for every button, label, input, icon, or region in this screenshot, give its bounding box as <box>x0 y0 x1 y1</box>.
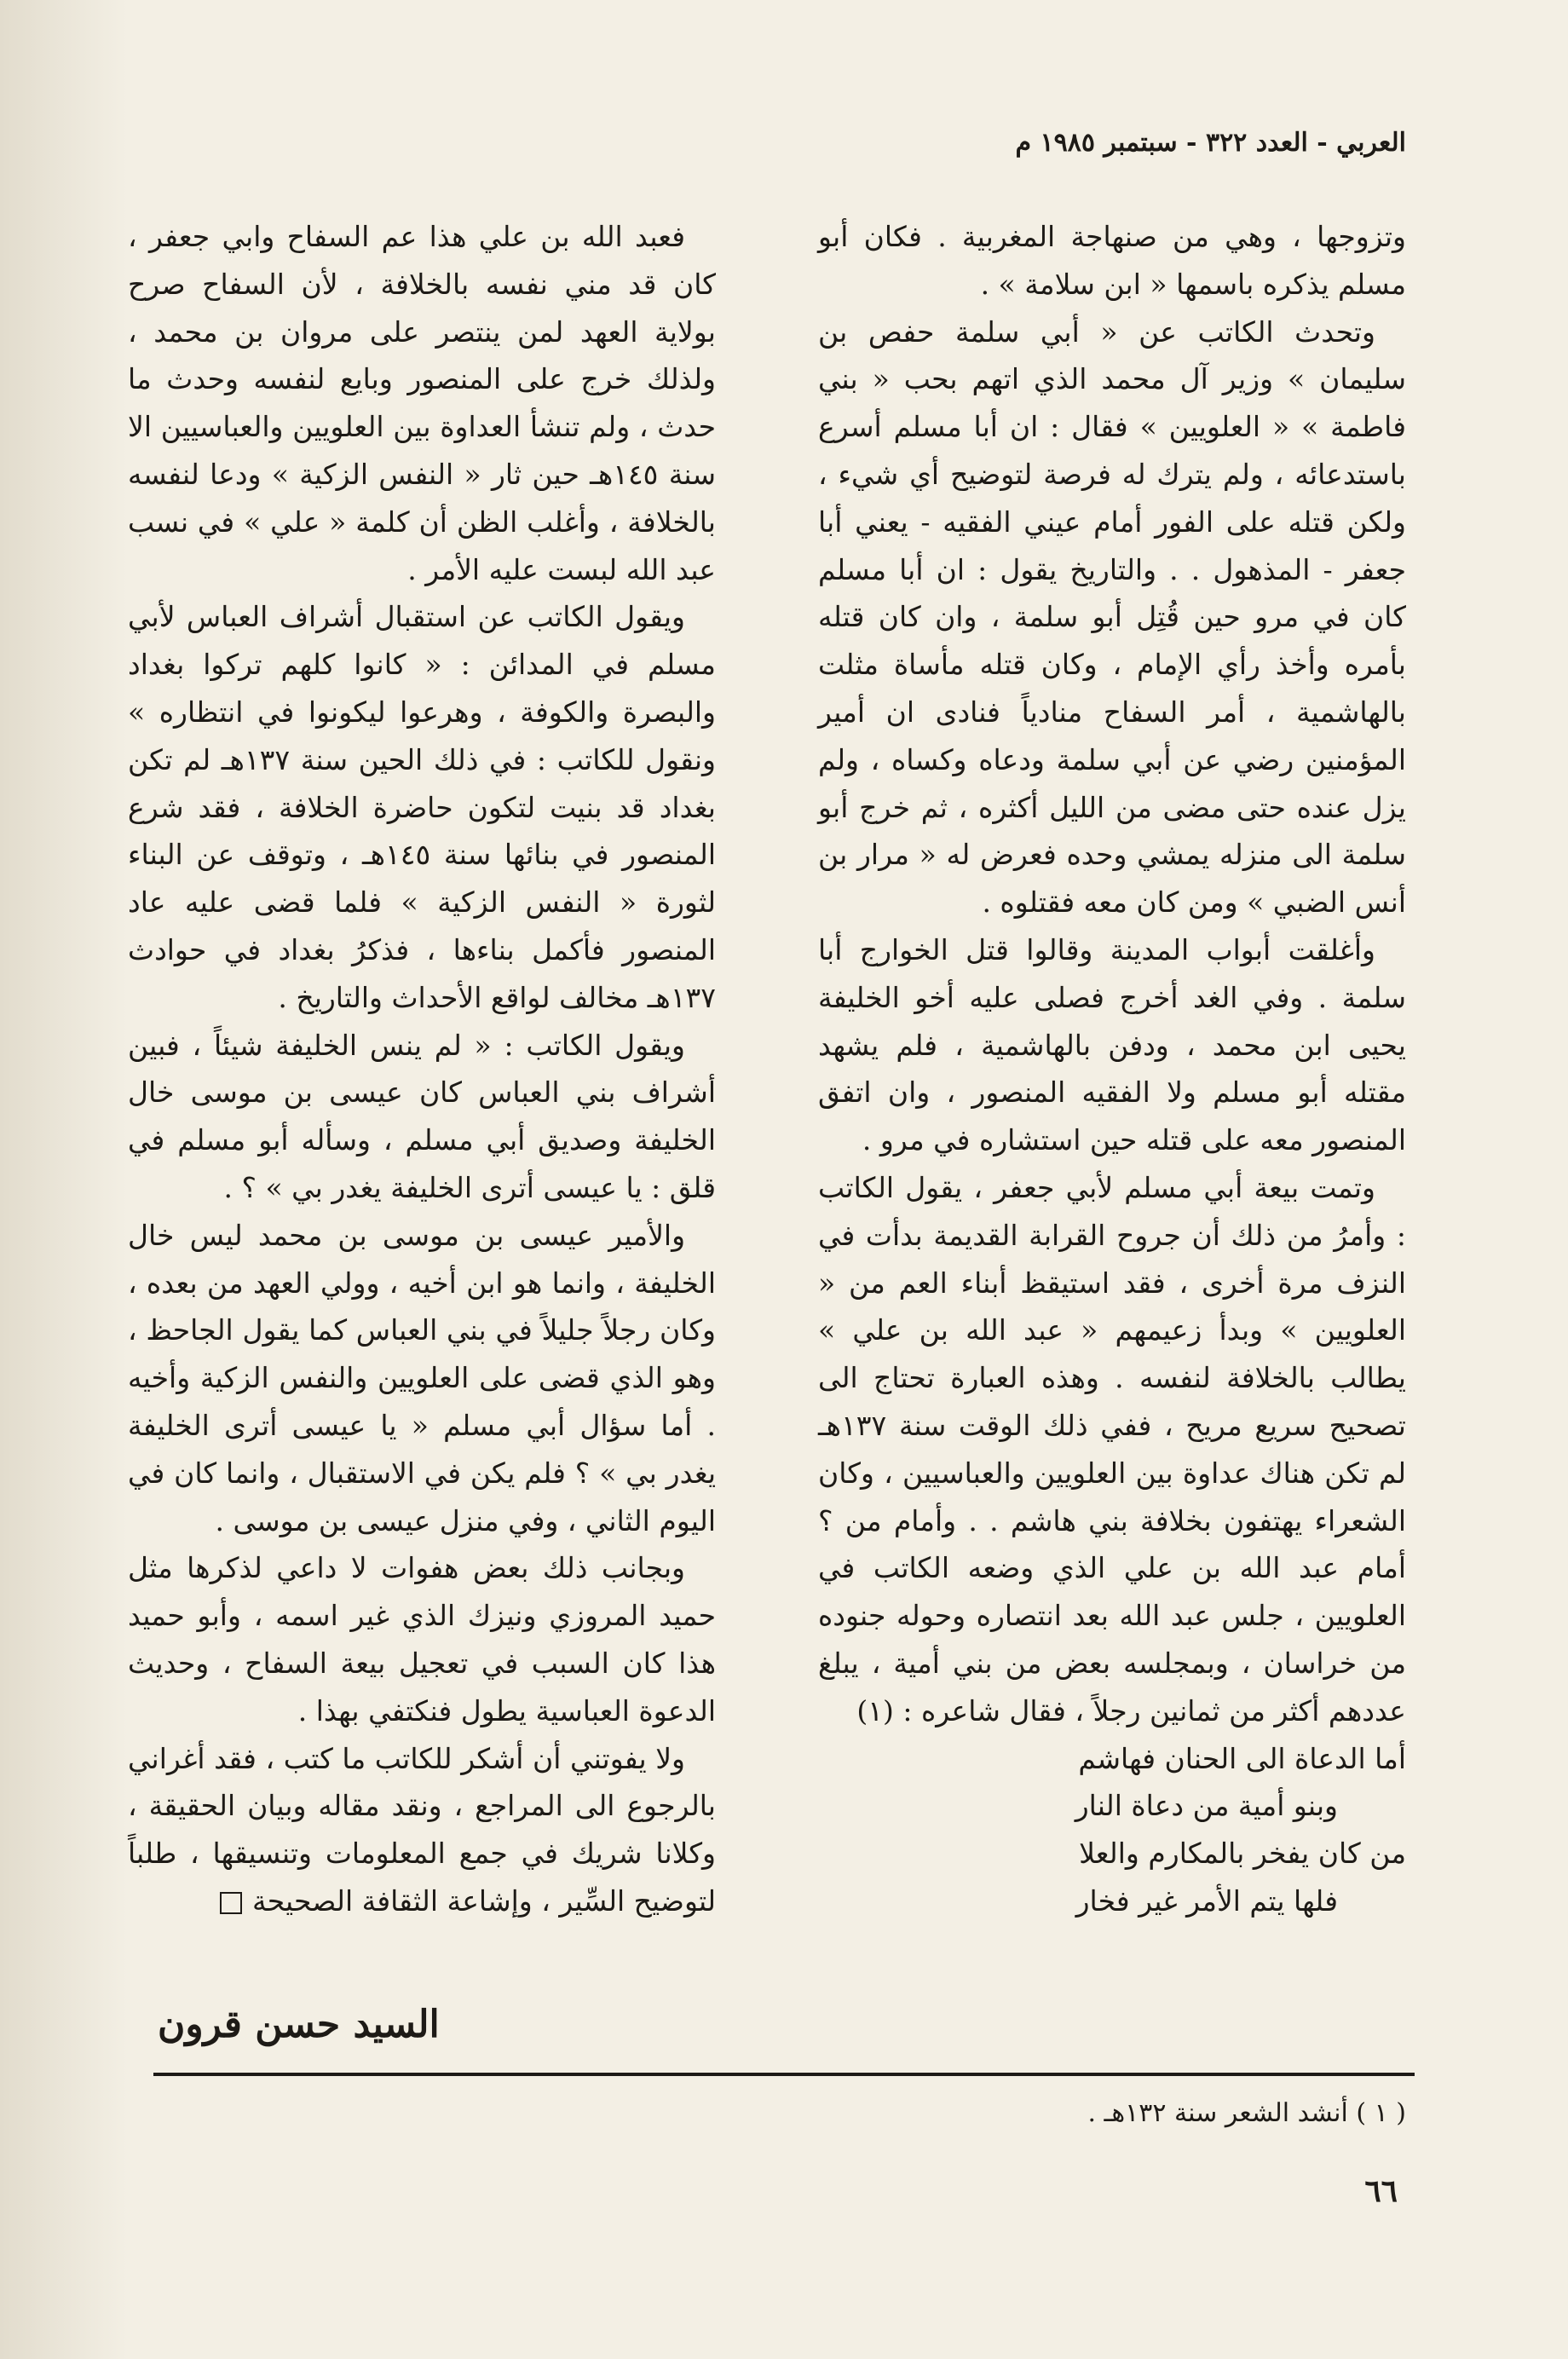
paragraph: فعبد الله بن علي هذا عم السفاح وابي جعفر ، كان قد مني نفسه بالخلافة ، لأن السفاح صرح بولاية العهد لمن ينتصر على مروان بن محمد ، ولذلك خرج على المنصور وبايع لنفسه وحدث ما حدث ، ولم تنشأ العداوة بين العلويين والعباسيين الا سنة ١٤٥هـ حين ثار « النفس الزكية » ودعا لنفسه بالخلافة ، وأغلب الظن أن كلمة « علي » في نسب عبد الله لبست عليه الأمر . <box>128 220 716 586</box>
paragraph: وبجانب ذلك بعض هفوات لا داعي لذكرها مثل حميد المروزي ونيزك الذي غير اسمه ، وأبو حميد هذا كان السبب في تعجيل بيعة السفاح ، وحديث الدعوة العباسية يطول فنكتفي بهذا . <box>128 1551 716 1727</box>
poem <box>818 1735 1406 1925</box>
closing-text: ولا يفوتني أن أشكر للكاتب ما كتب ، فقد أغراني بالرجوع الى المراجع ، ونقد مقاله وبيان الحقيقة ، وكلانا شريك في جمع المعلومات وتنسيقها ، طلباً لتوضيح السِّير ، وإشاعة الثقافة الصحيحة <box>128 1741 716 1918</box>
paragraph: وتحدث الكاتب عن « أبي سلمة حفص بن سليمان » وزير آل محمد الذي اتهم بحب « بني فاطمة » « العلويين » فقال : ان أبا مسلم أسرع باستدعائه ، ولم يترك له فرصة لتوضيح أي شيء ، ولكن قتله على الفور أمام عيني الفقيه - يعني أبا جعفر - المذهول . . والتاريخ يقول : ان أبا مسلم كان في مرو حين قُتِل أبو سلمة ، وان كان قتله بأمره وأخذ رأي الإمام ، وكان قتله مأساة مثلت بالهاشمية ، أمر السفاح منادياً فنادى ان أمير المؤمنين رضي عن أبي سلمة ودعاه وكساه ، ولم يزل عنده حتى مضى من الليل أكثره ، ثم خرج أبو سلمة الى منزله يمشي وحده فعرض له « مرار بن أنس الضبي » ومن كان معه فقتلوه . <box>818 314 1406 920</box>
poem-line: من كان يفخر بالمكارم والعلا <box>1079 1837 1406 1871</box>
paragraph: وأغلقت أبواب المدينة وقالوا قتل الخوارج أبا سلمة . وفي الغد أخرج فصلى عليه أخو الخليفة يحيى ابن محمد ، ودفن بالهاشمية ، فلم يشهد مقتله أبو مسلم ولا الفقيه المنصور ، وان اتفق المنصور معه على قتله حين استشاره في مرو . <box>818 932 1406 1157</box>
footnote-divider <box>153 2073 1415 2076</box>
paragraph: والأمير عيسى بن موسى بن محمد ليس خال الخليفة ، وانما هو ابن أخيه ، وولي العهد من بعده ، وكان رجلاً جليلاً في بني العباس كما يقول الجاحظ ، وهو الذي قضى على العلويين والنفس الزكية وأخيه . أما سؤال أبي مسلم « يا عيسى أترى الخليفة يغدر بي » ؟ فلم يكن في الاستقبال ، وانما كان في اليوم الثاني ، وفي منزل عيسى بن موسى . <box>128 1218 716 1537</box>
end-mark-icon <box>220 1892 242 1914</box>
footnote: ( ١ ) أنشد الشعر سنة ١٣٢هـ . <box>1087 2098 1406 2128</box>
poem-line: فلها يتم الأمر غير فخار <box>1075 1883 1338 1918</box>
paragraph: ويقول الكاتب عن استقبال أشراف العباس لأبي مسلم في المدائن : « كانوا كلهم تركوا بغداد والبصرة والكوفة ، وهرعوا ليكونوا في انتظاره » ونقول للكاتب : في ذلك الحين سنة ١٣٧هـ لم تكن بغداد قد بنيت لتكون حاضرة الخلافة ، فقد شرع المنصور في بنائها سنة ١٤٥هـ ، وتوقف عن البناء لثورة « النفس الزكية » فلما قضى عليه عاد المنصور فأكمل بناءها ، فذكرُ بغداد في حوادث ١٣٧هـ مخالف لواقع الأحداث والتاريخ . <box>128 600 716 1014</box>
left-column <box>128 213 716 1925</box>
paragraph: ويقول الكاتب : « لم ينس الخليفة شيئاً ، فبين أشراف بني العباس كان عيسى بن موسى خال الخليفة وصديق أبي مسلم ، وسأله أبو مسلم في قلق : يا عيسى أترى الخليفة يغدر بي » ؟ . <box>128 1028 716 1204</box>
author-signature: السيد حسن قرون <box>158 2003 440 2046</box>
paragraph: وتزوجها ، وهي من صنهاجة المغربية . فكان أبو مسلم يذكره باسمها « ابن سلامة » . <box>818 220 1406 301</box>
right-column <box>818 213 1406 1925</box>
poem-line: أما الدعاة الى الحنان فهاشم <box>1078 1741 1406 1775</box>
running-header: العربي - العدد ٣٢٢ - سبتمبر ١٩٨٥ م <box>1015 128 1406 158</box>
closing-paragraph <box>128 1735 716 1925</box>
page-number: ٦٦ <box>1364 2173 1398 2209</box>
poem-line: وبنو أمية من دعاة النار <box>1075 1789 1338 1823</box>
paragraph: وتمت بيعة أبي مسلم لأبي جعفر ، يقول الكاتب : وأمرُ من ذلك أن جروح القرابة القديمة بدأت في النزف مرة أخرى ، فقد استيقظ أبناء العم من « العلويين » وبدأ زعيمهم « عبد الله بن علي » يطالب بالخلافة لنفسه . وهذه العبارة تحتاج الى تصحيح سريع مريح ، ففي ذلك الوقت سنة ١٣٧هـ لم تكن هناك عداوة بين العلويين والعباسيين ، وكان الشعراء يهتفون بخلافة بني هاشم . . وأمام من ؟ أمام عبد الله بن علي الذي وضعه الكاتب في العلويين ، جلس عبد الله بعد انتصاره وحوله جنوده من خراسان ، وبمجلسه بعض من بني أمية ، يبلغ عددهم أكثر من ثمانين رجلاً ، فقال شاعره : (١) <box>818 1170 1406 1727</box>
